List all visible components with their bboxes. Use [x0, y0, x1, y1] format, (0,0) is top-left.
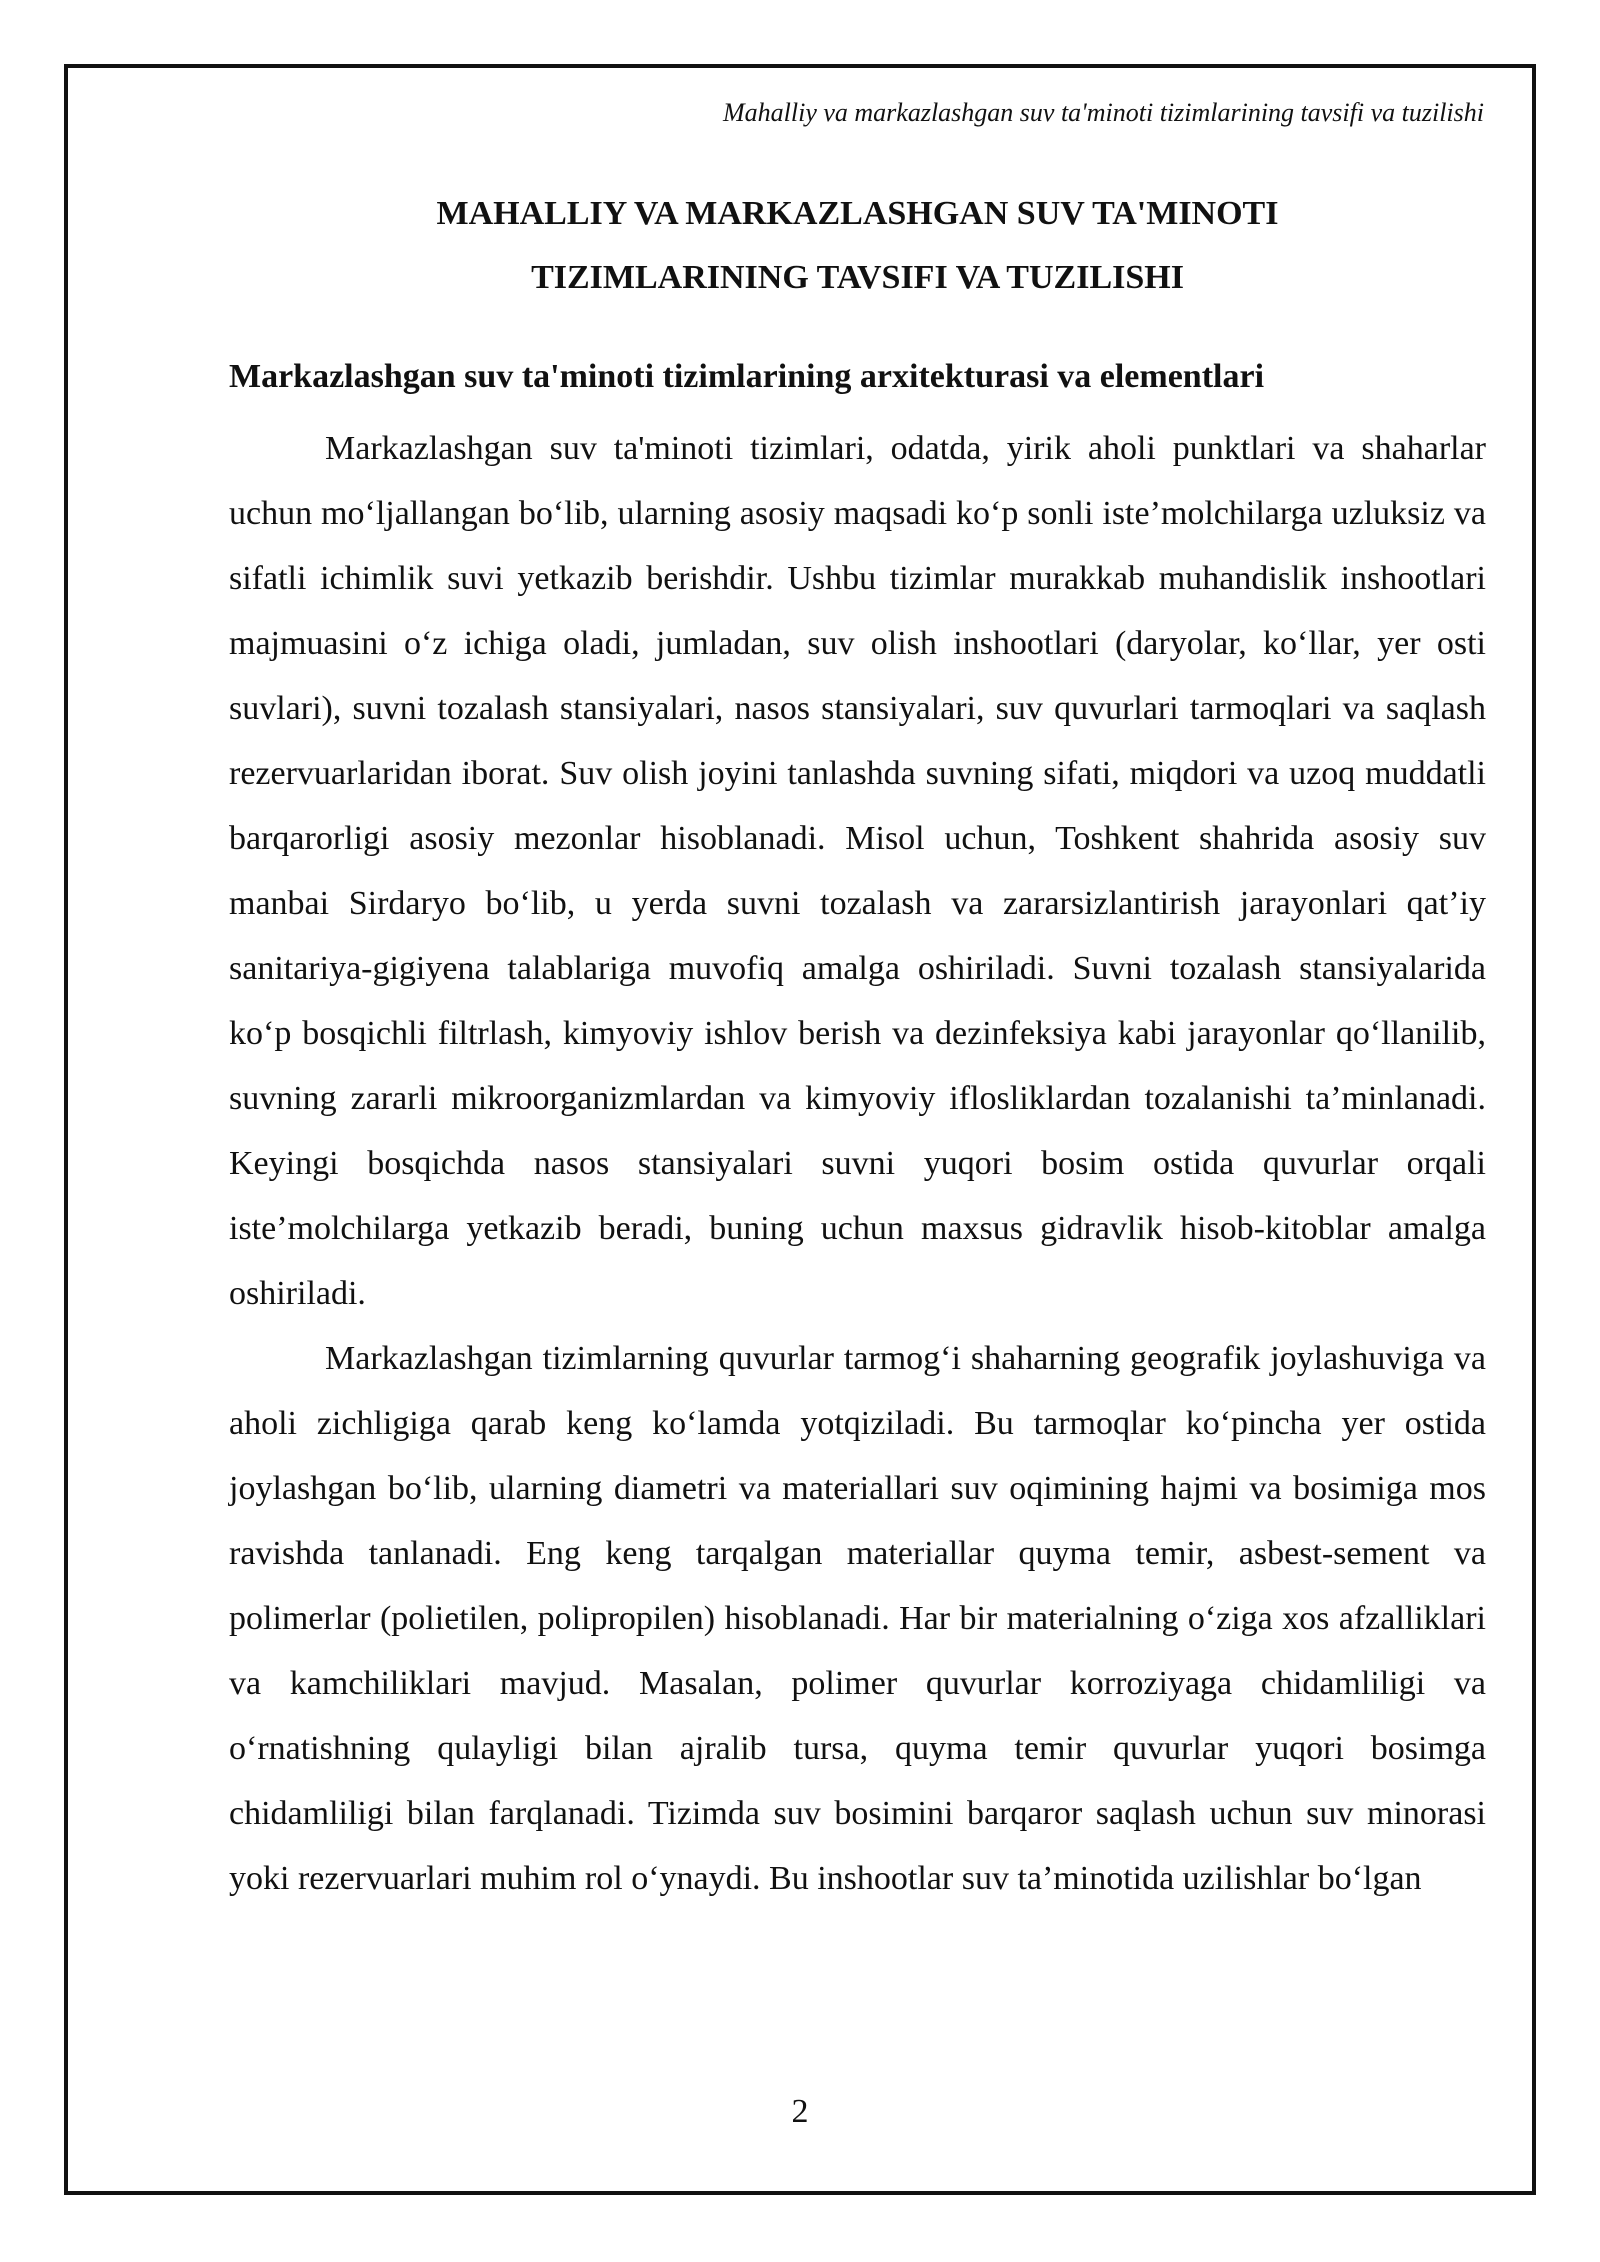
section-heading: Markazlashgan suv ta'minoti tizimlarining arxitekturasi va elementlari	[229, 358, 1265, 395]
document-title	[229, 182, 1486, 310]
page-number: 2	[791, 2093, 809, 2130]
document-body	[229, 182, 1486, 1911]
body-paragraph-2: Markazlashgan tizimlarning quvurlar tarmog‘i shaharning geografik joylashuviga va aholi zichligiga qarab keng ko‘lamda yotqiziladi. Bu tarmoqlar ko‘pincha yer ostida joylashgan bo‘lib, ularning diametri va materiallari suv oqimining hajmi va bosimiga mos ravishda tanlanadi. Eng keng tarqalgan materiallar quyma temir, asbest-sement va polimerlar (polietilen, polipropilen) hisoblanadi. Har bir materialning o‘ziga xos afzalliklari va kamchiliklari mavjud. Masalan, polimer quvurlar korroziyaga chidamliligi va o‘rnatishning qulayligi bilan ajralib tursa, quyma temir quvurlar yuqori bosimga chidamliligi bilan farqlanadi. Tizimda suv bosimini barqaror saqlash uchun suv minorasi yoki rezervuarlari muhim rol o‘ynaydi. Bu inshootlar suv ta’minotida uzilishlar bo‘lgan	[229, 1340, 1486, 1897]
document-title-line-1: MAHALLIY VA MARKAZLASHGAN SUV TA'MINOTI	[436, 195, 1279, 232]
document-title-line-2: TIZIMLARINING TAVSIFI VA TUZILISHI	[531, 259, 1184, 296]
body-paragraph-1: Markazlashgan suv ta'minoti tizimlari, odatda, yirik aholi punktlari va shaharlar uchun mo‘ljallangan bo‘lib, ularning asosiy maqsadi ko‘p sonli iste’molchilarga uzluksiz va sifatli ichimlik suvi yetkazib berishdir. Ushbu tizimlar murakkab muhandislik inshootlari majmuasini o‘z ichiga oladi, jumladan, suv olish inshootlari (daryolar, ko‘llar, yer osti suvlari), suvni tozalash stansiyalari, nasos stansiyalari, suv quvurlari tarmoqlari va saqlash rezervuarlaridan iborat. Suv olish joyini tanlashda suvning sifati, miqdori va uzoq muddatli barqarorligi asosiy mezonlar hisoblanadi. Misol uchun, Toshkent shahrida asosiy suv manbai Sirdaryo bo‘lib, u yerda suvni tozalash va zararsizlantirish jarayonlari qat’iy sanitariya-gigiyena talablariga muvofiq amalga oshiriladi. Suvni tozalash stansiyalarida ko‘p bosqichli filtrlash, kimyoviy ishlov berish va dezinfeksiya kabi jarayonlar qo‘llanilib, suvning zararli mikroorganizmlardan va kimyoviy iflosliklardan tozalanishi ta’minlanadi. Keyingi bosqichda nasos stansiyalari suvni yuqori bosim ostida quvurlar orqali iste’molchilarga yetkazib beradi, buning uchun maxsus gidravlik hisob-kitoblar amalga oshiriladi.	[229, 430, 1486, 1312]
running-header: Mahalliy va markazlashgan suv ta'minoti tizimlarining tavsifi va tuzilishi	[723, 98, 1484, 127]
